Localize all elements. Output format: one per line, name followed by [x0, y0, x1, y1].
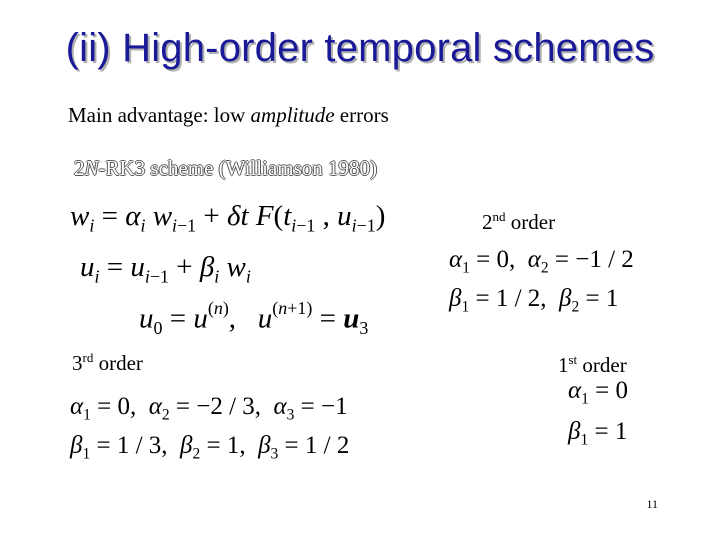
third-order-alpha: $\alpha_1 = 0$, $\alpha_2 = -2 / 3$, $\alpha_3 = -1$ [70, 393, 348, 424]
slide-title: (ii) High-order temporal schemes [65, 26, 655, 70]
first-order-label [558, 352, 627, 378]
first-order-beta: $\beta_1 = 1$ [568, 418, 628, 449]
second-order-num: 2 [482, 210, 493, 234]
third-alpha1-value: 0 [117, 393, 130, 420]
third-beta1-value: 1 / 3 [116, 432, 162, 459]
third-order-num: 3 [72, 351, 83, 375]
advantage-emphasis: amplitude [250, 103, 335, 127]
second-order-word: order [505, 210, 556, 234]
third-beta2-value: 1 [226, 432, 240, 459]
third-order-label [72, 350, 143, 376]
equation-w-update: $w_i = \alpha_i$ $w_{i-1} + \delta t$ $F(t_{i-1}$ , $u_{i-1}$) [70, 200, 386, 236]
advantage-prefix: Main advantage: low [68, 103, 251, 127]
third-order-beta: $\beta_1 = 1 / 3$, $\beta_2 = 1$, $\beta_3 = 1 / 2$ [70, 432, 350, 463]
third-order-word: order [93, 351, 143, 375]
second-order-label [482, 209, 555, 235]
third-alpha3-value: −1 [321, 393, 348, 420]
scheme-suffix: -RK3 scheme (Williamson 1980) [98, 156, 378, 180]
equation-initial-final: $u_0 = u^{(n)}$, $u^{(n+1)} = u_3$ [139, 298, 369, 338]
scheme-prefix: 2 [74, 156, 85, 180]
second-order-sup: nd [492, 209, 506, 224]
third-beta3-value: 1 / 2 [304, 432, 350, 459]
advantage-suffix: errors [334, 103, 389, 127]
second-beta1-value: 1 / 2 [495, 285, 541, 312]
first-beta1-value: 1 [614, 418, 628, 445]
second-alpha1-value: 0 [496, 246, 509, 273]
third-alpha2-value: −2 / 3 [196, 393, 255, 420]
first-order-word: order [577, 353, 627, 377]
second-order-beta: $\beta_1 = 1 / 2$, $\beta_2 = 1$ [449, 285, 619, 316]
first-alpha1-value: 0 [615, 377, 628, 404]
page-number: 11 [646, 497, 658, 511]
equation-u-update: $u_i = u_{i-1} + \beta_i$ $w_i$ [80, 251, 251, 287]
first-order-sup: st [568, 352, 578, 367]
second-order-alpha: $\alpha_1 = 0$, $\alpha_2 = -1 / 2$ [449, 246, 634, 277]
first-order-num: 1 [558, 353, 569, 377]
second-alpha2-value: −1 / 2 [575, 246, 634, 273]
second-beta2-value: 1 [605, 285, 619, 312]
advantage-text [68, 103, 389, 128]
scheme-italic: N [84, 156, 99, 180]
scheme-heading [74, 156, 377, 181]
first-order-alpha: $\alpha_1 = 0$ [568, 377, 628, 408]
third-order-sup: rd [82, 350, 94, 365]
